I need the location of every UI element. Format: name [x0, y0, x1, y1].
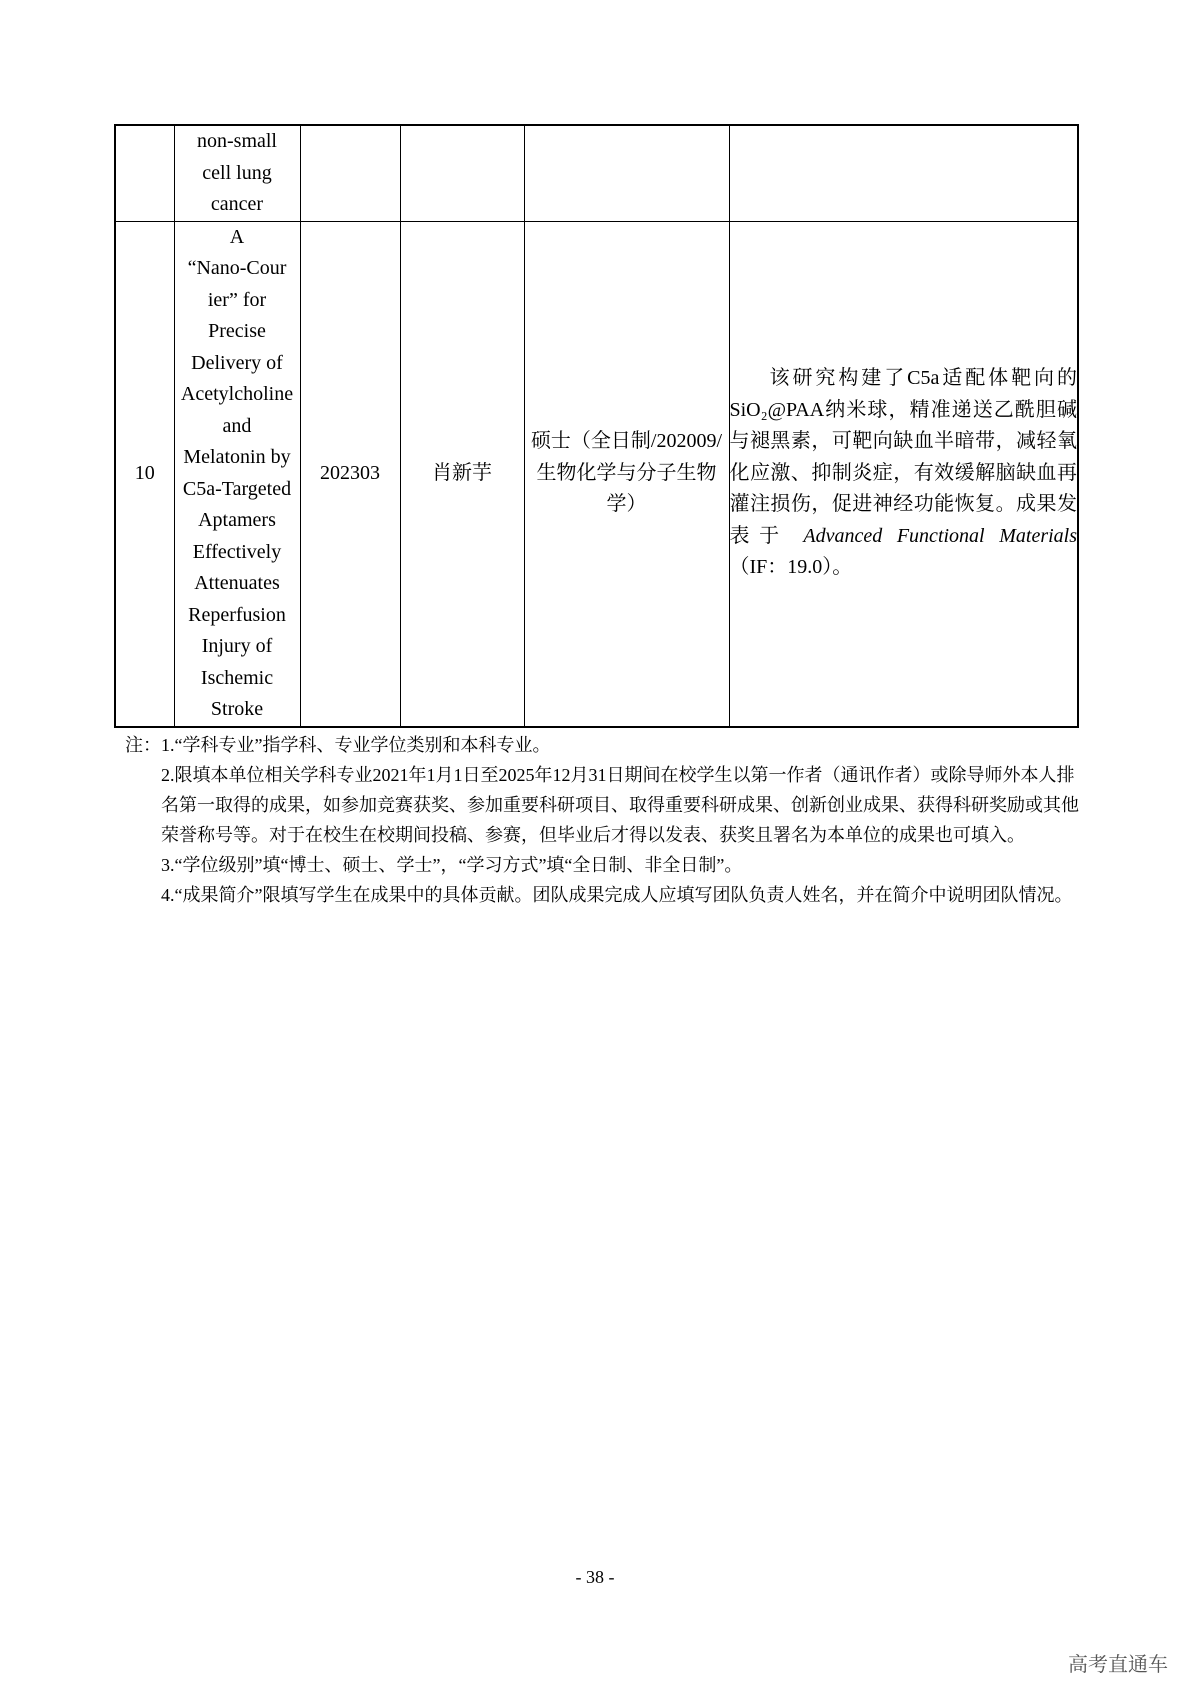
watermark: 高考直通车 [1068, 1652, 1168, 1676]
name-cell: 肖新芋 [400, 221, 524, 727]
achievement-title-cell: non-small cell lung cancer [174, 125, 300, 221]
page-number: - 38 - [575, 1567, 615, 1587]
achievement-title-cell: A “Nano-Cour ier” for Precise Delivery of Acetylcholine and Melatonin by C5a-Targeted Aptamers Effectively Attenuates Reperfusion Injury of Ischemic Stroke [174, 221, 300, 727]
note-3: 3.“学位级别”填“博士、硕士、学士”，“学习方式”填“全日制、非全日制”。 [161, 855, 743, 875]
footnotes [125, 730, 1085, 910]
note-4: 4.“成果简介”限填写学生在成果中的具体贡献。团队成果完成人应填写团队负责人姓名，并在简介中说明团队情况。 [161, 885, 1073, 905]
name-cell [400, 125, 524, 221]
row-number-cell: 10 [115, 221, 174, 727]
time-cell: 202303 [300, 221, 400, 727]
note-1: 注：1.“学科专业”指学科、专业学位类别和本科专业。 [125, 735, 551, 755]
degree-cell: 硕士（全日制/202009/生物化学与分子生物学） [524, 221, 729, 727]
table-row [115, 221, 1078, 727]
achievements-table [114, 124, 1079, 728]
table-row [115, 125, 1078, 221]
description-cell [729, 125, 1078, 221]
description-text: 该研究构建了C5a适配体靶向的SiO₂@PAA纳米球，精准递送乙酰胆碱与褪黑素，可靶向缺血半暗带，减轻氧化应激、抑制炎症，有效缓解脑缺血再灌注损伤，促进神经功能恢复。成果发表于 Advanced Functional Materials（IF：19.0）。 [729, 367, 1078, 579]
time-cell [300, 125, 400, 221]
note-2: 2.限填本单位相关学科专业2021年1月1日至2025年12月31日期间在校学生以第一作者（通讯作者）或除导师外本人排名第一取得的成果，如参加竞赛获奖、参加重要科研项目、取得重要科研成果、创新创业成果、获得科研奖励或其他荣誉称号等。对于在校生在校期间投稿、参赛，但毕业后才得以发表、获奖且署名为本单位的成果也可填入。 [161, 765, 1079, 845]
journal-name: Advanced Functional Materials [803, 524, 1078, 547]
row-number-cell [115, 125, 174, 221]
description-cell [729, 221, 1078, 727]
degree-cell [524, 125, 729, 221]
